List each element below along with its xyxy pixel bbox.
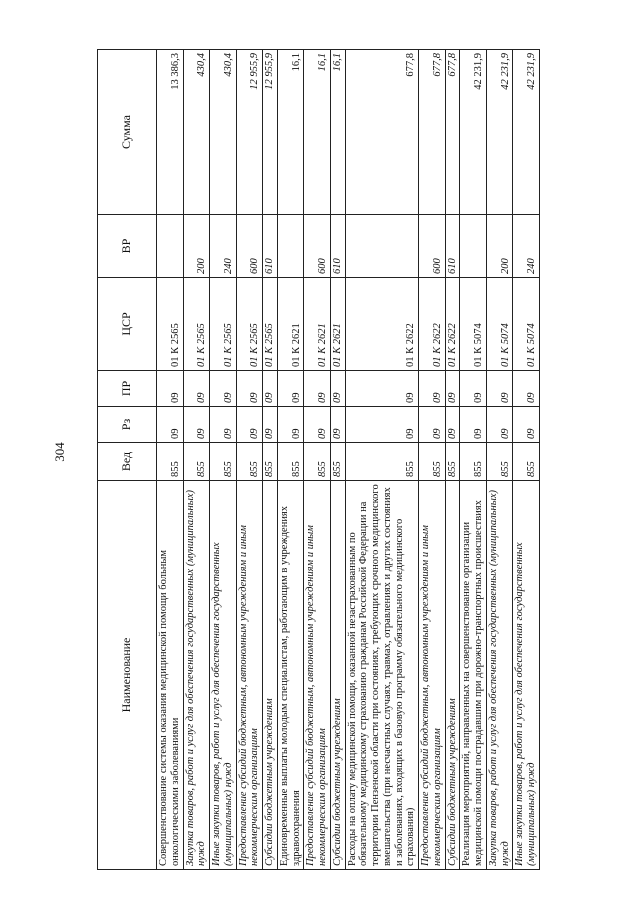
cell-csr: 01 К 2622 bbox=[419, 278, 446, 371]
cell-csr: 01 К 2621 bbox=[330, 278, 345, 371]
table-row bbox=[263, 50, 278, 870]
cell-name: Реализация мероприятий, направленных на совершенствование организации медицинской помощи пострадавшим при дорожно-транспортных происшествиях bbox=[460, 481, 487, 870]
cell-ved: 855 bbox=[330, 443, 345, 481]
cell-rz: 09 bbox=[210, 407, 237, 443]
cell-rz: 09 bbox=[419, 407, 446, 443]
cell-vr: 200 bbox=[183, 215, 210, 278]
cell-ved: 855 bbox=[419, 443, 446, 481]
cell-csr: 01 К 5074 bbox=[486, 278, 513, 371]
header-sum: Сумма bbox=[98, 50, 157, 215]
cell-pr: 09 bbox=[157, 371, 184, 407]
cell-ved: 855 bbox=[236, 443, 263, 481]
cell-rz: 09 bbox=[345, 407, 419, 443]
cell-pr: 09 bbox=[183, 371, 210, 407]
table-row bbox=[210, 50, 237, 870]
table-row bbox=[183, 50, 210, 870]
cell-pr: 09 bbox=[236, 371, 263, 407]
table-row bbox=[513, 50, 540, 870]
cell-sum: 42 231,9 bbox=[460, 50, 487, 215]
table-row bbox=[277, 50, 304, 870]
cell-vr: 610 bbox=[330, 215, 345, 278]
header-csr: ЦСР bbox=[98, 278, 157, 371]
cell-csr: 01 К 5074 bbox=[460, 278, 487, 371]
header-name: Наименование bbox=[98, 481, 157, 870]
cell-vr bbox=[345, 215, 419, 278]
cell-ved: 855 bbox=[486, 443, 513, 481]
cell-vr: 600 bbox=[419, 215, 446, 278]
table-row bbox=[304, 50, 331, 870]
cell-pr: 09 bbox=[486, 371, 513, 407]
table-wrapper bbox=[97, 50, 573, 870]
cell-ved: 855 bbox=[277, 443, 304, 481]
table-row bbox=[486, 50, 513, 870]
cell-sum: 42 231,9 bbox=[486, 50, 513, 215]
cell-rz: 09 bbox=[330, 407, 345, 443]
cell-pr: 09 bbox=[263, 371, 278, 407]
cell-name: Иные закупки товаров, работ и услуг для обеспечения государственных (муниципальных) нужд bbox=[210, 481, 237, 870]
cell-name: Единовременные выплаты молодым специалистам, работающим в учреждениях здравоохранения bbox=[277, 481, 304, 870]
table-header-row bbox=[98, 50, 157, 870]
cell-rz: 09 bbox=[486, 407, 513, 443]
page-number: 304 bbox=[52, 442, 67, 462]
cell-csr: 01 К 5074 bbox=[513, 278, 540, 371]
cell-sum: 42 231,9 bbox=[513, 50, 540, 215]
cell-ved: 855 bbox=[345, 443, 419, 481]
table-row bbox=[445, 50, 460, 870]
cell-ved: 855 bbox=[210, 443, 237, 481]
cell-name: Иные закупки товаров, работ и услуг для обеспечения государственных (муниципальных) нужд bbox=[513, 481, 540, 870]
cell-csr: 01 К 2565 bbox=[236, 278, 263, 371]
cell-csr: 01 К 2565 bbox=[210, 278, 237, 371]
cell-ved: 855 bbox=[445, 443, 460, 481]
rotated-table-container bbox=[97, 50, 573, 870]
cell-rz: 09 bbox=[513, 407, 540, 443]
cell-sum: 12 955,9 bbox=[263, 50, 278, 215]
cell-ved: 855 bbox=[460, 443, 487, 481]
cell-vr: 610 bbox=[445, 215, 460, 278]
cell-sum: 13 386,3 bbox=[157, 50, 184, 215]
cell-rz: 09 bbox=[304, 407, 331, 443]
cell-vr: 240 bbox=[513, 215, 540, 278]
table-row bbox=[345, 50, 419, 870]
cell-csr: 01 К 2622 bbox=[445, 278, 460, 371]
cell-csr: 01 К 2565 bbox=[157, 278, 184, 371]
table-row bbox=[157, 50, 184, 870]
cell-ved: 855 bbox=[513, 443, 540, 481]
table-row bbox=[419, 50, 446, 870]
cell-vr: 240 bbox=[210, 215, 237, 278]
cell-vr bbox=[460, 215, 487, 278]
cell-name: Субсидии бюджетным учреждениям bbox=[263, 481, 278, 870]
cell-pr: 09 bbox=[277, 371, 304, 407]
cell-rz: 09 bbox=[460, 407, 487, 443]
cell-ved: 855 bbox=[263, 443, 278, 481]
cell-sum: 677,8 bbox=[345, 50, 419, 215]
table-row bbox=[330, 50, 345, 870]
cell-pr: 09 bbox=[210, 371, 237, 407]
cell-ved: 855 bbox=[157, 443, 184, 481]
cell-sum: 677,8 bbox=[419, 50, 446, 215]
cell-ved: 855 bbox=[304, 443, 331, 481]
cell-name: Субсидии бюджетным учреждениям bbox=[330, 481, 345, 870]
cell-sum: 16,1 bbox=[304, 50, 331, 215]
cell-csr: 01 К 2621 bbox=[304, 278, 331, 371]
cell-sum: 12 955,9 bbox=[236, 50, 263, 215]
cell-rz: 09 bbox=[236, 407, 263, 443]
cell-pr: 09 bbox=[460, 371, 487, 407]
cell-csr: 01 К 2621 bbox=[277, 278, 304, 371]
cell-csr: 01 К 2622 bbox=[345, 278, 419, 371]
table-row bbox=[460, 50, 487, 870]
cell-vr bbox=[157, 215, 184, 278]
table-row bbox=[236, 50, 263, 870]
cell-vr: 600 bbox=[304, 215, 331, 278]
cell-vr: 600 bbox=[236, 215, 263, 278]
cell-vr: 610 bbox=[263, 215, 278, 278]
cell-sum: 677,8 bbox=[445, 50, 460, 215]
cell-pr: 09 bbox=[445, 371, 460, 407]
cell-name: Предоставление субсидий бюджетным, автономным учреждениям и иным некоммерческим организациям bbox=[419, 481, 446, 870]
cell-sum: 430,4 bbox=[183, 50, 210, 215]
cell-sum: 430,4 bbox=[210, 50, 237, 215]
cell-pr: 09 bbox=[345, 371, 419, 407]
header-vr: ВР bbox=[98, 215, 157, 278]
header-pr: ПР bbox=[98, 371, 157, 407]
cell-pr: 09 bbox=[304, 371, 331, 407]
cell-csr: 01 К 2565 bbox=[183, 278, 210, 371]
cell-vr: 200 bbox=[486, 215, 513, 278]
cell-pr: 09 bbox=[330, 371, 345, 407]
cell-ved: 855 bbox=[183, 443, 210, 481]
cell-rz: 09 bbox=[263, 407, 278, 443]
cell-name: Предоставление субсидий бюджетным, автономным учреждениям и иным некоммерческим организациям bbox=[304, 481, 331, 870]
header-rz: Рз bbox=[98, 407, 157, 443]
cell-name: Расходы на оплату медицинской помощи, оказанной незастрахованным по обязательному медицинскому страхованию гражданам Российской Федерации на территории Пензенской области при состояниях, требующих срочного медицинского вмешательства (при несчастных случаях, травмах, отравлениях и других состояниях и заболеваниях, входящих в базовую программу обязательного медицинского страхования) bbox=[345, 481, 419, 870]
cell-rz: 09 bbox=[445, 407, 460, 443]
cell-rz: 09 bbox=[183, 407, 210, 443]
cell-name: Закупка товаров, работ и услуг для обеспечения государственных (муниципальных) нужд bbox=[486, 481, 513, 870]
cell-sum: 16,1 bbox=[330, 50, 345, 215]
cell-name: Совершенствование системы оказания медицинской помощи больным онкологическими заболеваниями bbox=[157, 481, 184, 870]
cell-pr: 09 bbox=[513, 371, 540, 407]
cell-name: Предоставление субсидий бюджетным, автономным учреждениям и иным некоммерческим организациям bbox=[236, 481, 263, 870]
table-body bbox=[157, 50, 540, 870]
cell-rz: 09 bbox=[157, 407, 184, 443]
cell-name: Субсидии бюджетным учреждениям bbox=[445, 481, 460, 870]
cell-pr: 09 bbox=[419, 371, 446, 407]
budget-table bbox=[97, 49, 540, 870]
cell-sum: 16,1 bbox=[277, 50, 304, 215]
header-ved: Вед bbox=[98, 443, 157, 481]
cell-name: Закупка товаров, работ и услуг для обеспечения государственных (муниципальных) нужд bbox=[183, 481, 210, 870]
cell-rz: 09 bbox=[277, 407, 304, 443]
cell-csr: 01 К 2565 bbox=[263, 278, 278, 371]
cell-vr bbox=[277, 215, 304, 278]
